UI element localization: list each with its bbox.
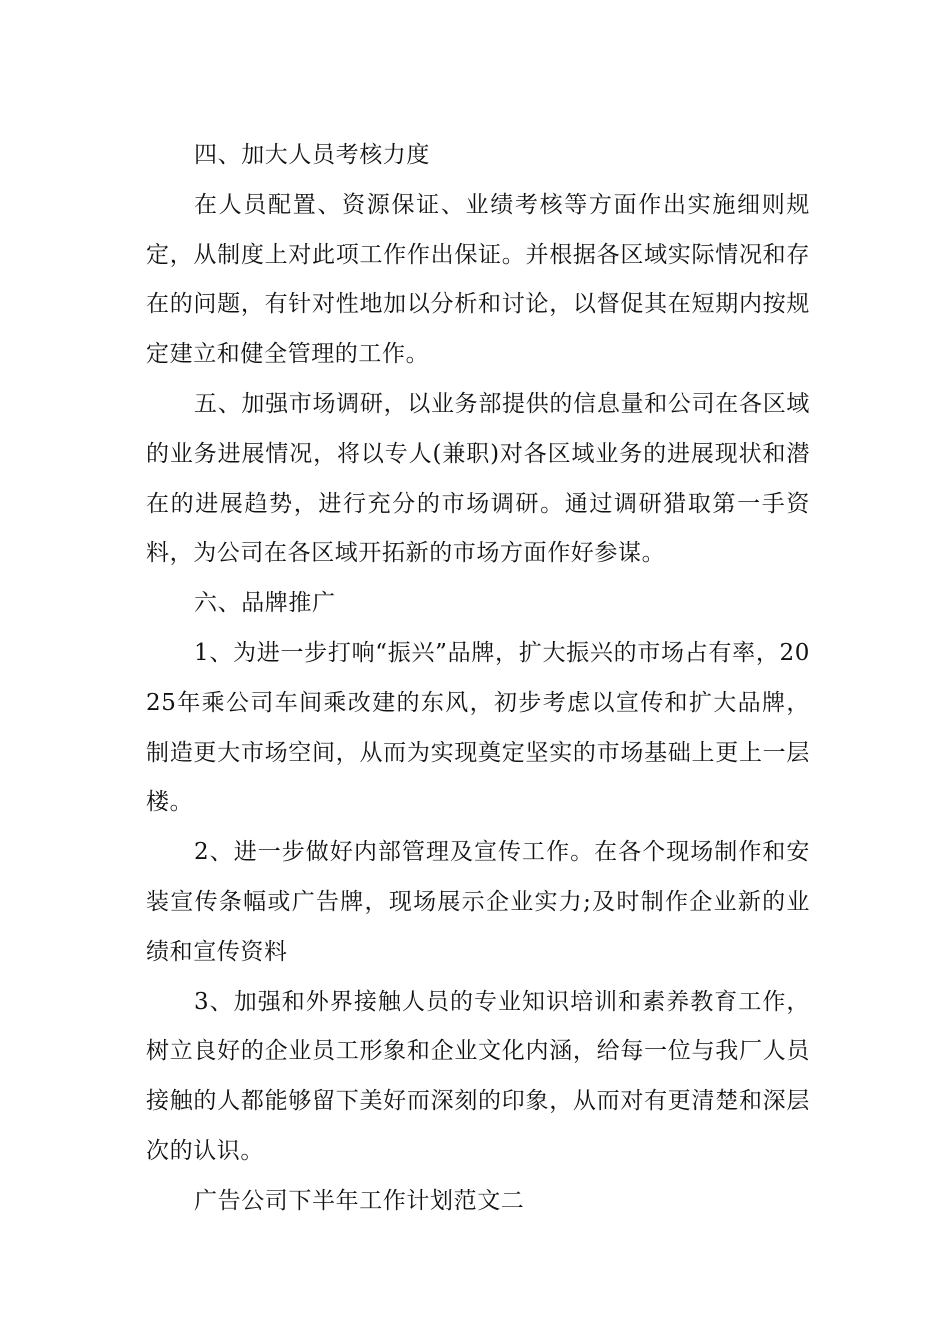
section-heading-assessment: 四、加大人员考核力度 bbox=[194, 142, 430, 168]
paragraph-brand-item-3: 3、加强和外界接触人员的专业知识培训和素养教育工作，树立良好的企业员工形象和企业文化内涵，给每一位与我厂人员接触的人都能够留下美好而深刻的印象，从而对有更清楚和深层次的认识。 bbox=[146, 988, 810, 1164]
document-body bbox=[146, 131, 810, 1227]
paragraph-market-research: 五、加强市场调研，以业务部提供的信息量和公司在各区域的业务进展情况，将以专人(兼职)对各区域业务的进展现状和潜在的进展趋势，进行充分的市场调研。通过调研猎取第一手资料，为公司在各区域开拓新的市场方面作好参谋。 bbox=[146, 390, 810, 567]
section-heading-brand: 六、品牌推广 bbox=[194, 590, 336, 617]
paragraph-brand-item-1: 1、为进一步打响“振兴”品牌，扩大振兴的市场占有率，2025年乘公司车间乘改建的东风，初步考虑以宣传和扩大品牌，制造更大市场空间，从而为实现奠定坚实的市场基础上更上一层楼。 bbox=[146, 639, 810, 816]
paragraph-brand-item-2: 2、进一步做好内部管理及宣传工作。在各个现场制作和安装宣传条幅或广告牌，现场展示企业实力;及时制作企业新的业绩和宣传资料 bbox=[146, 839, 810, 965]
paragraph-assessment: 在人员配置、资源保证、业绩考核等方面作出实施细则规定，从制度上对此项工作作出保证。并根据各区域实际情况和存在的问题，有针对性地加以分析和讨论，以督促其在短期内按规定建立和健全管理的工作。 bbox=[146, 191, 810, 368]
section-heading-sample-two: 广告公司下半年工作计划范文二 bbox=[194, 1187, 525, 1214]
